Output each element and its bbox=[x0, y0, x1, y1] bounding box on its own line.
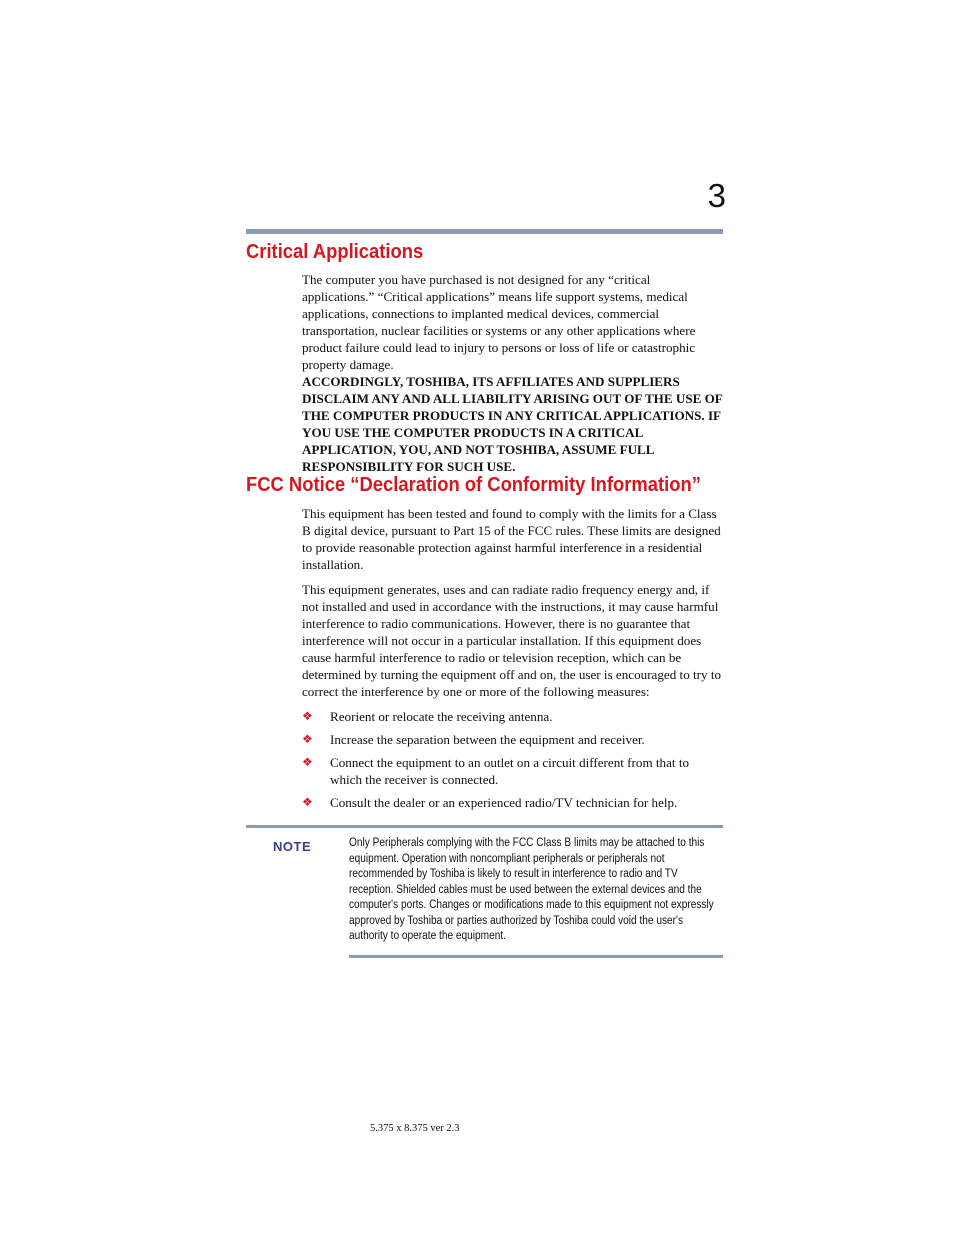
page-number: 3 bbox=[707, 177, 726, 214]
diamond-bullet-icon: ❖ bbox=[302, 795, 313, 809]
fcc-notice-heading: FCC Notice “Declaration of Conformity Information” bbox=[246, 474, 701, 496]
critical-applications-heading: Critical Applications bbox=[246, 241, 424, 263]
list-item bbox=[302, 794, 724, 811]
top-rule bbox=[246, 229, 723, 234]
note-label: NOTE bbox=[273, 839, 312, 854]
fcc-paragraph-1: This equipment has been tested and found to comply with the limits for a Class B digital device, pursuant to Part 15 of the FCC rules. These limits are designed to provide reasonable protection against harmful interference in a residential installation. bbox=[302, 506, 721, 572]
list-item bbox=[302, 731, 724, 748]
list-item-text: Increase the separation between the equipment and receiver. bbox=[330, 732, 645, 747]
list-item-text: Consult the dealer or an experienced radio/TV technician for help. bbox=[330, 795, 678, 810]
note-bottom-rule bbox=[349, 955, 723, 958]
footer-version: 5.375 x 8.375 ver 2.3 bbox=[370, 1123, 460, 1134]
list-item bbox=[302, 708, 724, 725]
interference-measures-list bbox=[302, 708, 724, 817]
list-item bbox=[302, 754, 724, 788]
fcc-paragraph-2-block bbox=[302, 581, 724, 700]
diamond-bullet-icon: ❖ bbox=[302, 732, 313, 746]
list-item-text: Reorient or relocate the receiving antenna. bbox=[330, 709, 553, 724]
list-item-text: Connect the equipment to an outlet on a circuit different from that to which the receiver is connected. bbox=[330, 755, 690, 787]
diamond-bullet-icon: ❖ bbox=[302, 709, 313, 723]
liability-disclaimer: ACCORDINGLY, TOSHIBA, ITS AFFILIATES AND SUPPLIERS DISCLAIM ANY AND ALL LIABILITY ARISING OUT OF THE USE OF THE COMPUTER PRODUCTS IN ANY CRITICAL APPLICATIONS. IF YOU USE THE COMPUTER PRODUCTS IN A CRITICAL APPLICATION, YOU, AND NOT TOSHIBA, ASSUME FULL RESPONSIBILITY FOR SUCH USE. bbox=[302, 374, 723, 474]
diamond-bullet-icon: ❖ bbox=[302, 755, 313, 769]
critical-applications-paragraph: The computer you have purchased is not designed for any “critical applications.” “Critical applications” means life support systems, medical applications, connections to implanted medical devices, commercial transportation, nuclear facilities or systems or any other applications where product failure could lead to injury to persons or loss of life or catastrophic property damage. bbox=[302, 272, 696, 372]
fcc-paragraph-1-block bbox=[302, 505, 724, 573]
fcc-paragraph-2: This equipment generates, uses and can radiate radio frequency energy and, if not installed and used in accordance with the instructions, it may cause harmful interference to radio communications. However, there is no guarantee that interference will not occur in a particular installation. If this equipment does cause harmful interference to radio or television reception, which can be determined by turning the equipment off and on, the user is encouraged to try to correct the interference by one or more of the following measures: bbox=[302, 582, 722, 699]
critical-applications-section bbox=[302, 271, 724, 475]
note-text: Only Peripherals complying with the FCC Class B limits may be attached to this equipment. Operation with noncompliant peripherals or peripherals not recommended by Toshiba is likely to result in interference to radio and TV reception. Shielded cables must be used between the external devices and the computer's ports. Changes or modifications made to this equipment not expressly approved by Toshiba or parties authorized by Toshiba could void the user's authority to operate the equipment. bbox=[349, 837, 714, 942]
note-top-rule bbox=[246, 825, 723, 828]
